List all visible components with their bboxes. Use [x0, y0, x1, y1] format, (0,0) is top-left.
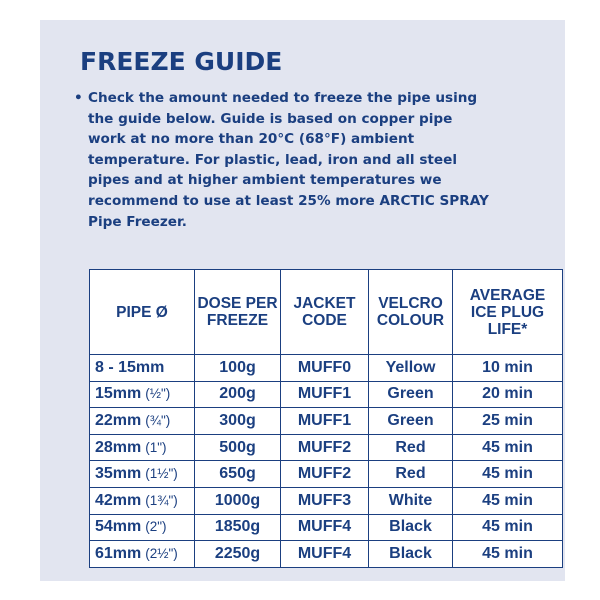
- cell-ice-plug-life: 45 min: [453, 541, 563, 568]
- pipe-size-mm: 54mm: [95, 518, 142, 536]
- pipe-size-inch: (2½"): [145, 545, 178, 561]
- cell-velcro-colour: Green: [369, 408, 453, 435]
- pipe-size-mm: 61mm: [95, 544, 142, 562]
- table-row: [90, 408, 563, 435]
- header-jacket-code: [281, 270, 369, 355]
- cell-pipe-size: [90, 408, 195, 435]
- freeze-guide-panel: [40, 20, 565, 581]
- header-line: FREEZE: [206, 312, 269, 329]
- cell-jacket-code: MUFF4: [281, 541, 369, 568]
- cell-velcro-colour: Black: [369, 541, 453, 568]
- cell-dose: 500g: [195, 434, 281, 461]
- pipe-size-inch: (¾"): [145, 412, 171, 428]
- pipe-size-mm: 35mm: [95, 465, 142, 483]
- cell-jacket-code: MUFF0: [281, 355, 369, 382]
- cell-velcro-colour: Green: [369, 381, 453, 408]
- table-row: [90, 514, 563, 541]
- cell-dose: 300g: [195, 408, 281, 435]
- table-row: [90, 381, 563, 408]
- pipe-size-inch: (1½"): [145, 466, 178, 482]
- cell-jacket-code: MUFF2: [281, 434, 369, 461]
- cell-velcro-colour: White: [369, 487, 453, 514]
- cell-dose: 2250g: [195, 541, 281, 568]
- cell-pipe-size: [90, 355, 195, 382]
- cell-velcro-colour: Red: [369, 461, 453, 488]
- cell-dose: 1850g: [195, 514, 281, 541]
- pipe-size-inch: (1¾"): [145, 492, 178, 508]
- table-body: [90, 355, 563, 568]
- freeze-guide-table: [89, 269, 563, 568]
- header-line: LIFE*: [487, 320, 528, 338]
- cell-velcro-colour: Red: [369, 434, 453, 461]
- table-header-row: [90, 270, 563, 355]
- cell-ice-plug-life: 10 min: [453, 355, 563, 382]
- cell-ice-plug-life: 20 min: [453, 381, 563, 408]
- cell-pipe-size: [90, 514, 195, 541]
- pipe-size-mm: 42mm: [95, 491, 142, 509]
- cell-ice-plug-life: 45 min: [453, 434, 563, 461]
- cell-pipe-size: [90, 461, 195, 488]
- cell-velcro-colour: Black: [369, 514, 453, 541]
- cell-dose: 1000g: [195, 487, 281, 514]
- cell-velcro-colour: Yellow: [369, 355, 453, 382]
- header-line: COLOUR: [376, 312, 445, 329]
- cell-pipe-size: [90, 381, 195, 408]
- table-row: [90, 434, 563, 461]
- cell-dose: 650g: [195, 461, 281, 488]
- header-ice-plug-life: [453, 270, 563, 355]
- cell-ice-plug-life: 25 min: [453, 408, 563, 435]
- pipe-size-inch: (½"): [145, 386, 171, 402]
- page-title: FREEZE GUIDE: [80, 47, 283, 76]
- header-pipe-diameter: [90, 270, 195, 355]
- header-line: ICE PLUG: [470, 303, 545, 321]
- table-row: [90, 461, 563, 488]
- header-dose-per-freeze: [195, 270, 281, 355]
- table-row: [90, 541, 563, 568]
- pipe-size-inch: (1"): [145, 439, 167, 455]
- pipe-size-mm: 22mm: [95, 411, 142, 429]
- table-row: [90, 487, 563, 514]
- cell-pipe-size: [90, 541, 195, 568]
- cell-jacket-code: MUFF2: [281, 461, 369, 488]
- header-line: DOSE PER: [197, 295, 278, 312]
- header-line: PIPE Ø: [116, 303, 168, 321]
- cell-dose: 200g: [195, 381, 281, 408]
- pipe-size-mm: 15mm: [95, 385, 142, 403]
- header-line: JACKET: [293, 295, 356, 312]
- intro-paragraph: [74, 88, 494, 232]
- bullet-icon: •: [74, 90, 83, 106]
- cell-jacket-code: MUFF3: [281, 487, 369, 514]
- cell-jacket-code: MUFF4: [281, 514, 369, 541]
- pipe-size-mm: 8 - 15mm: [95, 358, 165, 376]
- header-line: CODE: [302, 312, 347, 329]
- pipe-size-inch: (2"): [145, 519, 167, 535]
- cell-ice-plug-life: 45 min: [453, 487, 563, 514]
- pipe-size-mm: 28mm: [95, 438, 142, 456]
- cell-jacket-code: MUFF1: [281, 408, 369, 435]
- intro-text: Check the amount needed to freeze the pipe using the guide below. Guide is based on copper pipe work at no more than 20°C (68°F) ambient temperature. For plastic, lead, iron and all steel pipes and at higher ambient temperatures we recommend to use at least 25% more ARCTIC SPRAY Pipe Freezer.: [88, 90, 489, 230]
- header-line: AVERAGE: [469, 286, 546, 304]
- cell-ice-plug-life: 45 min: [453, 461, 563, 488]
- cell-dose: 100g: [195, 355, 281, 382]
- cell-ice-plug-life: 45 min: [453, 514, 563, 541]
- cell-jacket-code: MUFF1: [281, 381, 369, 408]
- header-line: VELCRO: [378, 295, 443, 312]
- cell-pipe-size: [90, 487, 195, 514]
- table-row: [90, 355, 563, 382]
- cell-pipe-size: [90, 434, 195, 461]
- header-velcro-colour: [369, 270, 453, 355]
